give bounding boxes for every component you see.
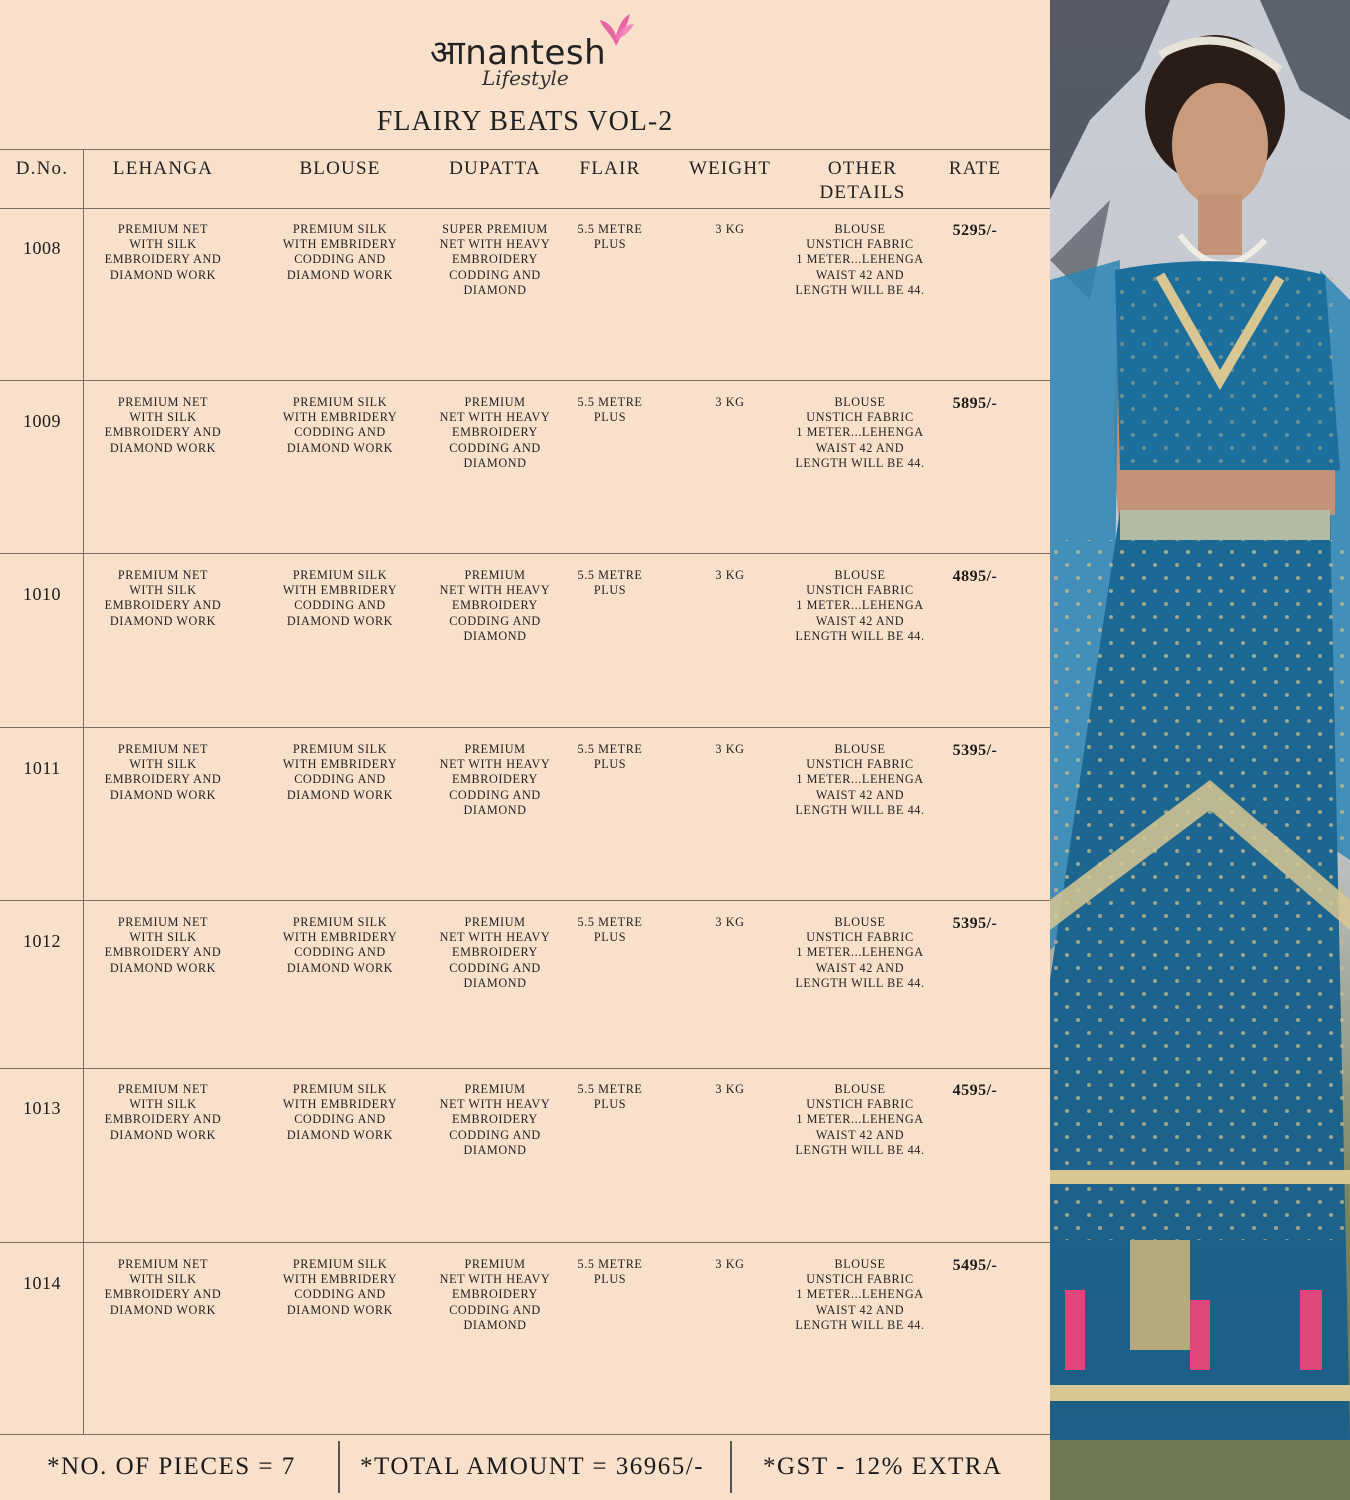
other-details: BLOUSE UNSTICH FABRIC 1 METER...LEHENGA WAIST 42 AND LENGTH WILL BE 44. (795, 1257, 925, 1332)
design-number: 1010 (23, 584, 61, 604)
other-details: BLOUSE UNSTICH FABRIC 1 METER...LEHENGA WAIST 42 AND LENGTH WILL BE 44. (795, 395, 925, 470)
weight-detail: 3 KG (715, 742, 745, 756)
rate: 5295/- (952, 222, 998, 239)
lehanga-detail: PREMIUM NET WITH SILK EMBROIDERY AND DIAMOND WORK (104, 222, 222, 282)
header-flair: FLAIR (579, 158, 641, 179)
gst-note: *GST - 12% EXTRA (763, 1453, 1003, 1480)
design-number: 1011 (23, 758, 61, 778)
design-number: 1012 (23, 931, 61, 951)
table-row (0, 556, 1050, 726)
lehanga-detail: PREMIUM NET WITH SILK EMBROIDERY AND DIAMOND WORK (104, 395, 222, 455)
other-details: BLOUSE UNSTICH FABRIC 1 METER...LEHENGA WAIST 42 AND LENGTH WILL BE 44. (795, 742, 925, 817)
blouse-detail: PREMIUM SILK WITH EMBRIDERY CODDING AND DIAMOND WORK (282, 1257, 398, 1317)
header-lehanga: LEHANGA (112, 158, 214, 179)
design-number: 1013 (23, 1098, 61, 1118)
dupatta-detail: SUPER PREMIUM NET WITH HEAVY EMBROIDERY CODDING AND DIAMOND (439, 222, 551, 297)
model-illustration (1050, 0, 1350, 1500)
dupatta-detail: PREMIUM NET WITH HEAVY EMBROIDERY CODDING AND DIAMOND (439, 742, 551, 817)
brand-logo (430, 28, 630, 98)
blouse-detail: PREMIUM SILK WITH EMBRIDERY CODDING AND DIAMOND WORK (282, 742, 398, 802)
header-bottom-border (0, 208, 1050, 209)
header-dno: D.No. (15, 158, 69, 179)
table-top-border (0, 149, 1050, 150)
dupatta-detail: PREMIUM NET WITH HEAVY EMBROIDERY CODDING AND DIAMOND (439, 915, 551, 990)
flair-detail: 5.5 METRE PLUS (577, 1257, 643, 1287)
flair-detail: 5.5 METRE PLUS (577, 568, 643, 598)
blouse-detail: PREMIUM SILK WITH EMBRIDERY CODDING AND DIAMOND WORK (282, 915, 398, 975)
order-summary (0, 1435, 1050, 1500)
rate: 5395/- (952, 742, 998, 759)
lehanga-detail: PREMIUM NET WITH SILK EMBROIDERY AND DIAMOND WORK (104, 1257, 222, 1317)
header-rate: RATE (948, 158, 1002, 179)
row-divider (0, 1242, 1050, 1243)
table-row (0, 1245, 1050, 1415)
weight-detail: 3 KG (715, 915, 745, 929)
design-number: 1014 (23, 1273, 61, 1293)
total-amount: *TOTAL AMOUNT = 36965/- (360, 1453, 705, 1480)
brand-tagline: Lifestyle (482, 66, 569, 90)
row-divider (0, 1068, 1050, 1069)
other-details: BLOUSE UNSTICH FABRIC 1 METER...LEHENGA WAIST 42 AND LENGTH WILL BE 44. (795, 915, 925, 990)
brand-name: आnantesh (430, 33, 607, 73)
pieces-count: *NO. OF PIECES = 7 (47, 1453, 296, 1480)
blouse-detail: PREMIUM SILK WITH EMBRIDERY CODDING AND DIAMOND WORK (282, 568, 398, 628)
lehanga-detail: PREMIUM NET WITH SILK EMBROIDERY AND DIAMOND WORK (104, 742, 222, 802)
pink-flower-icon (596, 10, 636, 50)
row-divider (0, 553, 1050, 554)
weight-detail: 3 KG (715, 1257, 745, 1271)
rate: 4895/- (952, 568, 998, 585)
header-other-details: OTHER DETAILS (819, 158, 906, 203)
weight-detail: 3 KG (715, 222, 745, 236)
flair-detail: 5.5 METRE PLUS (577, 915, 643, 945)
header-weight: WEIGHT (688, 158, 772, 179)
blouse-detail: PREMIUM SILK WITH EMBRIDERY CODDING AND DIAMOND WORK (282, 222, 398, 282)
header-blouse: BLOUSE (299, 158, 381, 179)
design-number: 1008 (23, 238, 61, 258)
row-divider (0, 900, 1050, 901)
footer-divider (730, 1441, 732, 1493)
dupatta-detail: PREMIUM NET WITH HEAVY EMBROIDERY CODDING AND DIAMOND (439, 1082, 551, 1157)
dupatta-detail: PREMIUM NET WITH HEAVY EMBROIDERY CODDING AND DIAMOND (439, 568, 551, 643)
header-dupatta: DUPATTA (449, 158, 541, 179)
weight-detail: 3 KG (715, 568, 745, 582)
other-details: BLOUSE UNSTICH FABRIC 1 METER...LEHENGA WAIST 42 AND LENGTH WILL BE 44. (795, 568, 925, 643)
flair-detail: 5.5 METRE PLUS (577, 742, 643, 772)
footer-divider (338, 1441, 340, 1493)
model-photo (1050, 0, 1350, 1500)
other-details: BLOUSE UNSTICH FABRIC 1 METER...LEHENGA WAIST 42 AND LENGTH WILL BE 44. (795, 1082, 925, 1157)
dupatta-detail: PREMIUM NET WITH HEAVY EMBROIDERY CODDING AND DIAMOND (439, 1257, 551, 1332)
blouse-detail: PREMIUM SILK WITH EMBRIDERY CODDING AND DIAMOND WORK (282, 395, 398, 455)
rate: 5895/- (952, 395, 998, 412)
collection-title: FLAIRY BEATS VOL-2 (376, 106, 674, 137)
row-divider (0, 380, 1050, 381)
rate: 5495/- (952, 1257, 998, 1274)
weight-detail: 3 KG (715, 1082, 745, 1096)
rate: 5395/- (952, 915, 998, 932)
dupatta-detail: PREMIUM NET WITH HEAVY EMBROIDERY CODDING AND DIAMOND (439, 395, 551, 470)
lehanga-detail: PREMIUM NET WITH SILK EMBROIDERY AND DIAMOND WORK (104, 915, 222, 975)
table-row (0, 210, 1050, 380)
flair-detail: 5.5 METRE PLUS (577, 222, 643, 252)
table-row (0, 903, 1050, 1073)
flair-detail: 5.5 METRE PLUS (577, 1082, 643, 1112)
other-details: BLOUSE UNSTICH FABRIC 1 METER...LEHENGA WAIST 42 AND LENGTH WILL BE 44. (795, 222, 925, 297)
table-row (0, 1070, 1050, 1240)
table-row (0, 383, 1050, 553)
lehanga-detail: PREMIUM NET WITH SILK EMBROIDERY AND DIAMOND WORK (104, 1082, 222, 1142)
flair-detail: 5.5 METRE PLUS (577, 395, 643, 425)
design-number: 1009 (23, 411, 61, 431)
table-row (0, 730, 1050, 900)
blouse-detail: PREMIUM SILK WITH EMBRIDERY CODDING AND DIAMOND WORK (282, 1082, 398, 1142)
rate: 4595/- (952, 1082, 998, 1099)
lehanga-detail: PREMIUM NET WITH SILK EMBROIDERY AND DIAMOND WORK (104, 568, 222, 628)
weight-detail: 3 KG (715, 395, 745, 409)
row-divider (0, 727, 1050, 728)
